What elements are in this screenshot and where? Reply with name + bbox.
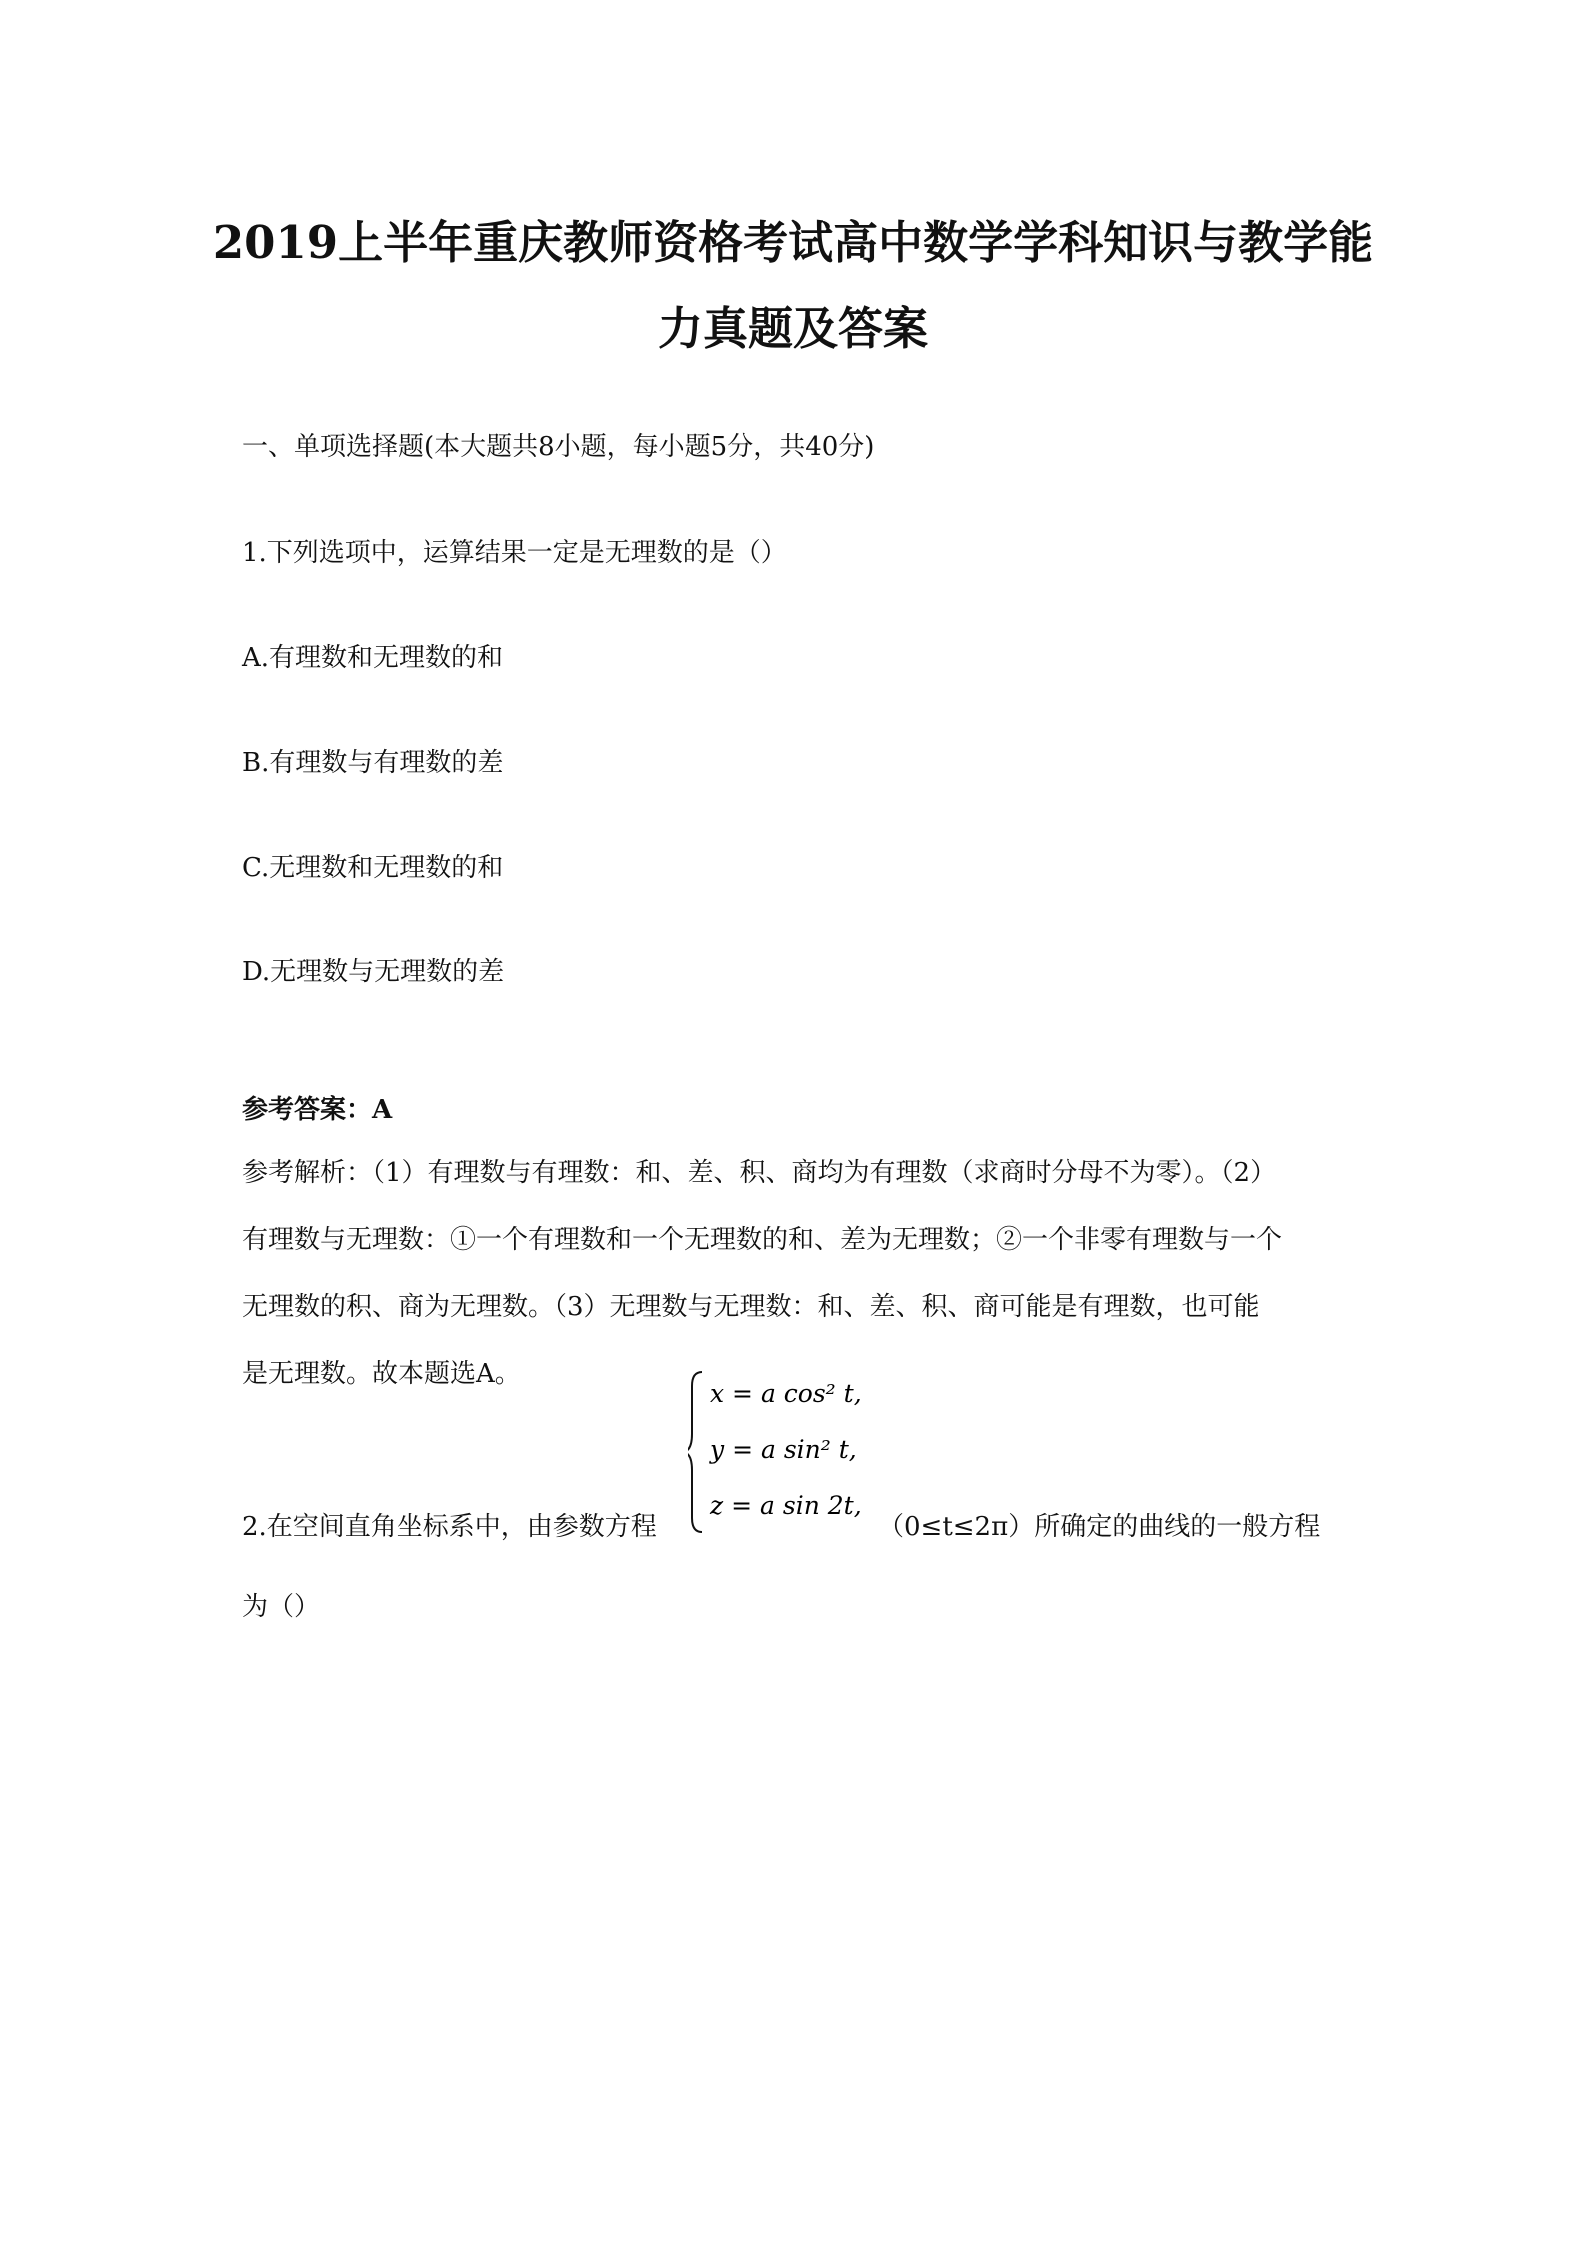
question-1-option-a: A.有理数和无理数的和: [242, 643, 504, 673]
question-2-stem-prefix: 2.在空间直角坐标系中，由参数方程: [242, 1512, 657, 1542]
equation-line-y: y = a sin² t,: [710, 1435, 857, 1464]
document-title-line-2: 力真题及答案: [657, 302, 928, 355]
parametric-equation: [688, 1368, 898, 1536]
section-heading: 一、单项选择题(本大题共8小题，每小题5分，共40分): [242, 432, 875, 462]
question-1-answer: 参考答案：A: [242, 1095, 393, 1125]
question-1-option-b: B.有理数与有理数的差: [242, 748, 504, 778]
explanation-line: 是无理数。故本题选A。: [242, 1359, 521, 1389]
document-title-line-1: 2019上半年重庆教师资格考试高中数学学科知识与教学能: [212, 216, 1374, 269]
question-2-stem-suffix: （0≤t≤2π）所确定的曲线的一般方程: [878, 1512, 1321, 1542]
document-title: [0, 200, 1586, 372]
explanation-line: 参考解析：（1）有理数与有理数：和、差、积、商均为有理数（求商时分母不为零）。（2）: [242, 1158, 1277, 1188]
equation-line-x: x = a cos² t,: [710, 1379, 862, 1408]
left-brace: [688, 1372, 702, 1532]
equation-line-z: z = a sin 2t,: [710, 1491, 862, 1520]
question-1-stem: 1.下列选项中，运算结果一定是无理数的是（）: [242, 538, 787, 568]
question-1-option-c: C.无理数和无理数的和: [242, 853, 504, 883]
explanation-line: 有理数与无理数：①一个有理数和一个无理数的和、差为无理数；②一个非零有理数与一个: [242, 1225, 1283, 1255]
explanation-line: 无理数的积、商为无理数。（3）无理数与无理数：和、差、积、商可能是有理数，也可能: [242, 1292, 1260, 1322]
question-1-option-d: D.无理数与无理数的差: [242, 957, 505, 987]
question-2-stem-continuation: 为（）: [242, 1592, 321, 1622]
